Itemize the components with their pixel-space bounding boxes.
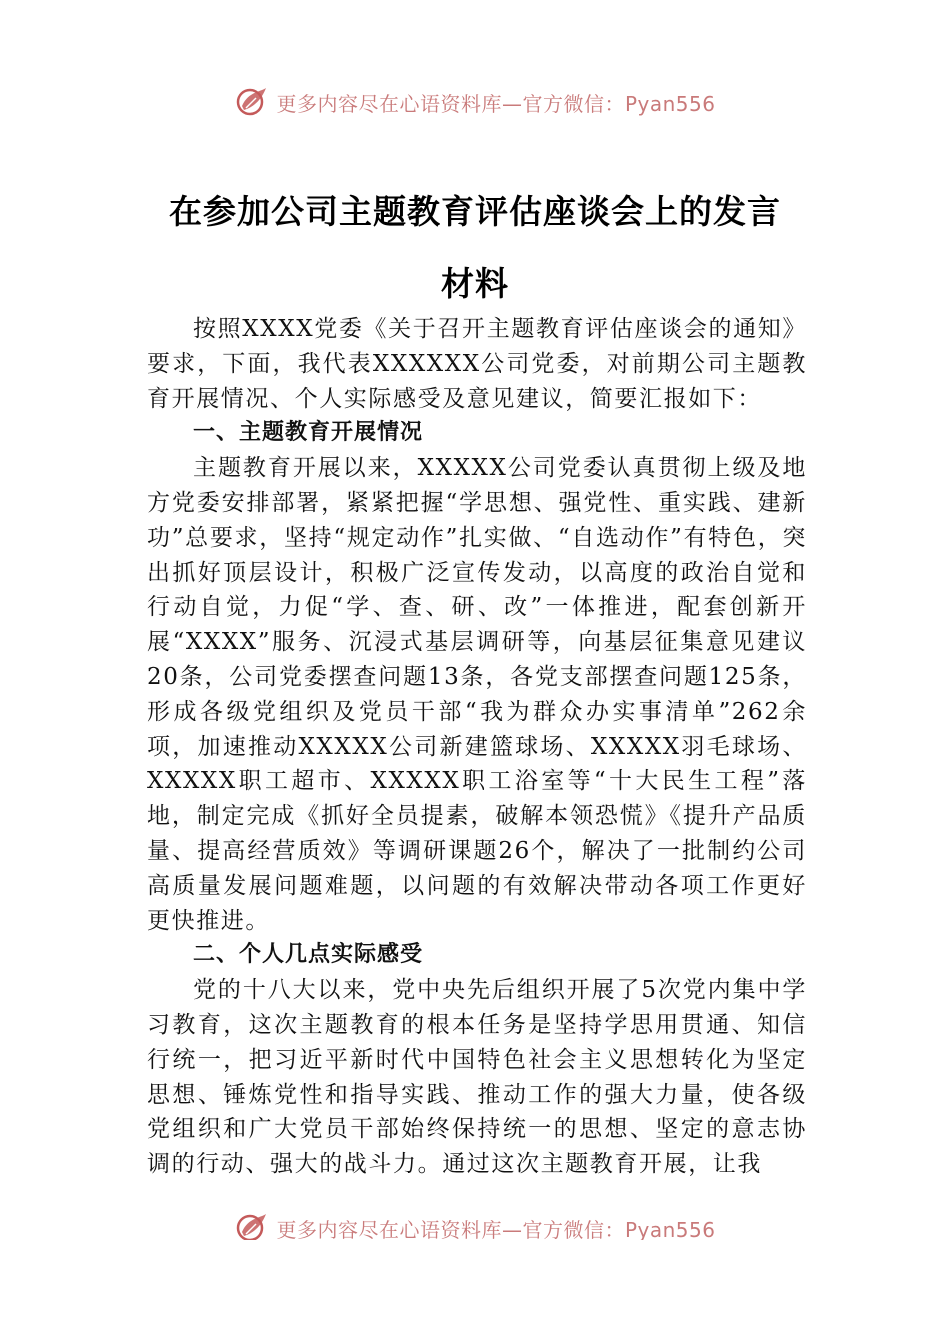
section-heading-1: 一、主题教育开展情况 [193,420,424,446]
intro-paragraph: 按照XXXX党委《关于召开主题教育评估座谈会的通知》要求，下面，我代表XXXXXX公司党委，对前期公司主题教育开展情况、个人实际感受及意见建议，简要汇报如下： [147,316,807,412]
document-title-continuation: 材料 [441,264,509,303]
leaf-swirl-logo-icon [234,1210,270,1240]
watermark-text: 更多内容尽在心语资料库—官方微信：Pyan556 [276,1217,716,1240]
footer-watermark [0,1204,950,1240]
section-2-paragraph: 党的十八大以来，党中央先后组织开展了5次党内集中学习教育，这次主题教育的根本任务是坚持学思用贯通、知信行统一，把习近平新时代中国特色社会主义思想转化为坚定思想、锤炼党性和指导实践、推动工作的强大力量，使各级党组织和广大党员干部始终保持统一的思想、坚定的意志协调的行动、强大的战斗力。通过这次主题教育开展，让我 [147,977,807,1178]
section-1-paragraph: 主题教育开展以来，XXXXX公司党委认真贯彻上级及地方党委安排部署，紧紧把握“学思想、强党性、重实践、建新功”总要求，坚持“规定动作”扎实做、“自选动作”有特色，突出抓好顶层设计，积极广泛宣传发动，以高度的政治自觉和行动自觉，力促“学、查、研、改”一体推进，配套创新开展“XXXX”服务、沉浸式基层调研等，向基层征集意见建议20条，公司党委摆查问题13条，各党支部摆查问题125条，形成各级党组织及党员干部“我为群众办实事清单”262余项，加速推动XXXXX公司新建篮球场、XXXXX羽毛球场、XXXXX职工超市、XXXXX职工浴室等“十大民生工程”落地，制定完成《抓好全员提素，破解本领恐慌》《提升产品质量、提高经营质效》等调研课题26个，解决了一批制约公司高质量发展问题难题，以问题的有效解决带动各项工作更好更快推进。 [147,455,807,934]
section-heading-2: 二、个人几点实际感受 [193,942,424,968]
watermark-text: 更多内容尽在心语资料库—官方微信：Pyan556 [276,91,716,116]
document-title: 在参加公司主题教育评估座谈会上的发言 [169,192,781,231]
document-content [147,312,807,1182]
